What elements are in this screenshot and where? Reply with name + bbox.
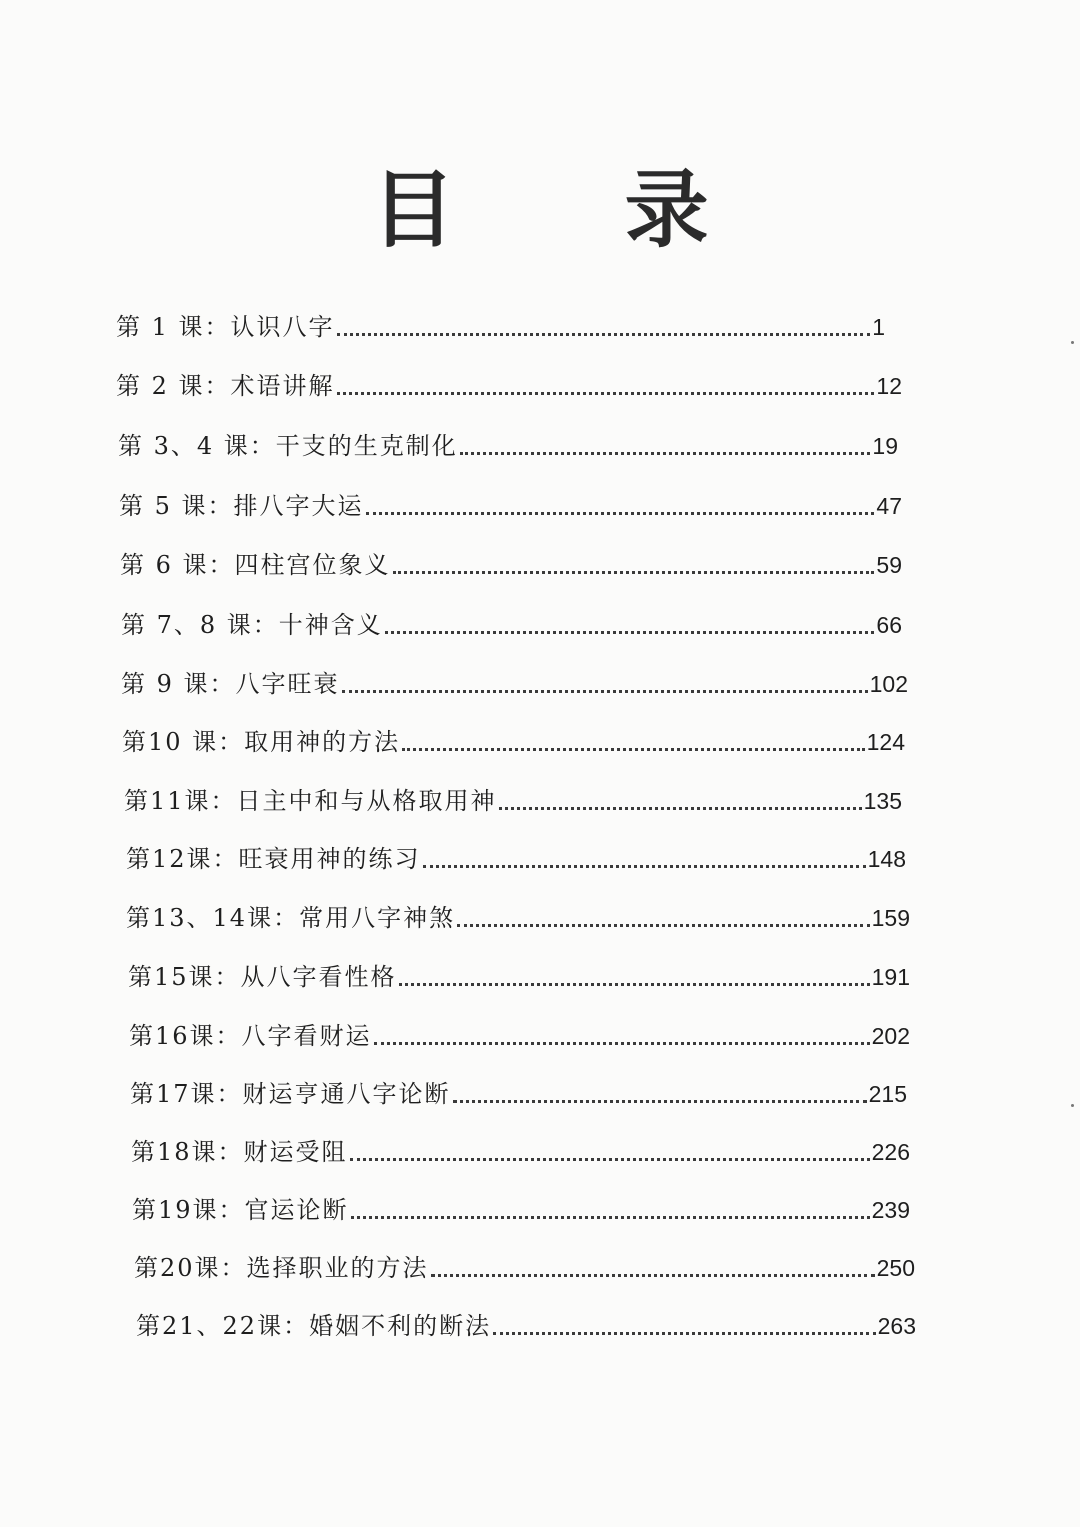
toc-entry-label: 第18课：财运受阻 bbox=[131, 1138, 348, 1166]
toc-entry bbox=[126, 838, 906, 874]
dot-leader bbox=[337, 391, 875, 395]
dot-leader bbox=[342, 689, 868, 693]
scan-speck bbox=[1071, 1104, 1074, 1107]
dot-leader bbox=[337, 332, 871, 336]
toc-entry-label: 第 9 课：八字旺衰 bbox=[121, 670, 340, 698]
dot-leader bbox=[350, 1157, 870, 1161]
dot-leader bbox=[460, 451, 871, 455]
toc-entry bbox=[120, 544, 902, 580]
toc-entry-label: 第 3、4 课：干支的生克制化 bbox=[118, 432, 458, 460]
scan-speck bbox=[1071, 341, 1074, 344]
toc-entry-page: 124 bbox=[866, 729, 905, 755]
toc-entry-page: 191 bbox=[871, 964, 910, 990]
toc-entry-label: 第11课：日主中和与从格取用神 bbox=[124, 787, 497, 815]
toc-entry-label: 第20课：选择职业的方法 bbox=[134, 1254, 429, 1282]
toc-entry-label: 第 1 课：认识八字 bbox=[116, 313, 335, 341]
toc-entry bbox=[136, 1305, 916, 1341]
toc-entry-label: 第 6 课：四柱宫位象义 bbox=[120, 551, 391, 579]
toc-entry bbox=[129, 1015, 910, 1051]
toc-entry-page: 135 bbox=[863, 788, 902, 814]
page-title: 目 录 bbox=[371, 160, 779, 259]
dot-leader bbox=[385, 630, 875, 634]
toc-entry-page: 159 bbox=[871, 905, 910, 931]
toc-entry-page: 263 bbox=[877, 1313, 916, 1339]
toc-entry-page: 12 bbox=[876, 373, 902, 399]
toc-entry-page: 19 bbox=[872, 433, 898, 459]
toc-entry bbox=[121, 604, 902, 640]
toc-entry-label: 第13、14课：常用八字神煞 bbox=[126, 904, 456, 932]
toc-entry-page: 59 bbox=[876, 552, 902, 578]
toc-entry bbox=[126, 897, 910, 933]
toc-entry-label: 第12课：旺衰用神的练习 bbox=[126, 845, 421, 873]
toc-entry-page: 148 bbox=[867, 846, 906, 872]
toc-entry-page: 250 bbox=[876, 1255, 915, 1281]
toc-entry-label: 第17课：财运亨通八字论断 bbox=[130, 1080, 451, 1108]
dot-leader bbox=[423, 864, 866, 868]
toc-entry-label: 第21、22课：婚姻不利的断法 bbox=[136, 1312, 492, 1340]
toc-entry-page: 215 bbox=[868, 1081, 907, 1107]
dot-leader bbox=[457, 923, 870, 927]
dot-leader bbox=[366, 511, 875, 515]
dot-leader bbox=[493, 1331, 876, 1335]
toc-entry bbox=[116, 365, 902, 401]
toc-entry bbox=[134, 1247, 915, 1283]
toc-entry bbox=[124, 780, 902, 816]
toc-entry-label: 第19课：官运论断 bbox=[132, 1196, 349, 1224]
toc-entry bbox=[132, 1189, 910, 1225]
toc-entry-page: 1 bbox=[872, 314, 885, 340]
toc-entry bbox=[130, 1073, 907, 1109]
toc-entry bbox=[128, 956, 910, 992]
toc-entry-page: 226 bbox=[871, 1139, 910, 1165]
dot-leader bbox=[402, 747, 864, 751]
toc-entry bbox=[119, 485, 902, 521]
toc-entry bbox=[121, 663, 908, 699]
toc-entry-label: 第10 课：取用神的方法 bbox=[122, 728, 401, 756]
toc-entry-page: 239 bbox=[871, 1197, 910, 1223]
toc-entry-label: 第 2 课：术语讲解 bbox=[116, 372, 335, 400]
toc-entry bbox=[122, 721, 905, 757]
toc-entry bbox=[116, 306, 885, 342]
toc-entry-page: 102 bbox=[869, 671, 908, 697]
toc-entry-page: 66 bbox=[876, 612, 902, 638]
dot-leader bbox=[431, 1273, 875, 1277]
toc-entry-label: 第 7、8 课：十神含义 bbox=[121, 611, 383, 639]
dot-leader bbox=[393, 570, 875, 574]
toc-entry-label: 第 5 课：排八字大运 bbox=[119, 492, 364, 520]
toc-entry bbox=[131, 1131, 910, 1167]
toc-entry-label: 第16课：八字看财运 bbox=[129, 1022, 372, 1050]
dot-leader bbox=[374, 1041, 870, 1045]
toc-entry bbox=[118, 425, 898, 461]
dot-leader bbox=[453, 1099, 867, 1103]
dot-leader bbox=[399, 982, 870, 986]
toc-entry-label: 第15课：从八字看性格 bbox=[128, 963, 397, 991]
toc-entry-page: 47 bbox=[876, 493, 902, 519]
dot-leader bbox=[351, 1215, 870, 1219]
toc-entry-page: 202 bbox=[871, 1023, 910, 1049]
dot-leader bbox=[499, 806, 862, 810]
